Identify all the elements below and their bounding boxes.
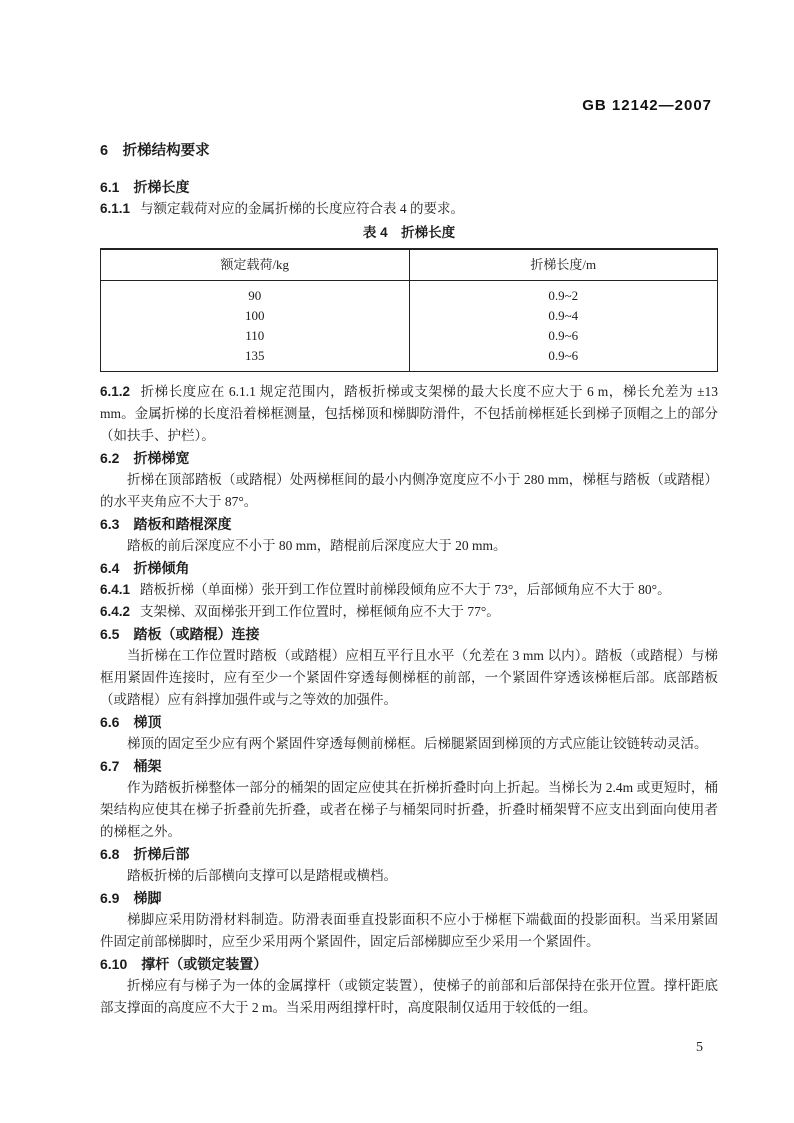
clause-number: 6.1.1 (100, 201, 131, 216)
paragraph-6-9: 梯脚应采用防滑材料制造。防滑表面垂直投影面积不应小于梯框下端截面的投影面积。当采用紧固件固定前部梯脚时，应至少采用两个紧固件，固定后部梯脚应至少采用一个紧固件。 (100, 911, 718, 949)
section-6-1-heading: 6.1 折梯长度 (100, 179, 190, 195)
table-4-body (101, 280, 718, 371)
paragraph-6-8: 踏板折梯的后部横向支撑可以是踏棍或横档。 (127, 867, 397, 883)
section-6-5-heading: 6.5 踏板（或踏棍）连接 (100, 625, 260, 642)
cell-rated-load: 100 (101, 306, 410, 326)
clause-6-4-1 (100, 579, 718, 601)
table-4 (100, 248, 718, 372)
clause-text: 支架梯、双面梯张开到工作位置时，梯框倾角应不大于 77°。 (140, 603, 500, 619)
table-4-title: 表 4 折梯长度 (362, 225, 456, 240)
paragraph-6-7: 作为踏板折梯整体一部分的桶架的固定应使其在折梯折叠时向上折起。当梯长为 2.4m 或更短时，桶架结构应使其在梯子折叠前先折叠，或者在梯子与桶架同时折叠，折叠时桶架臂不应支出到面向使用者的梯框之外。 (100, 779, 718, 839)
col-header-rated-load: 额定载荷/kg (101, 249, 410, 280)
page-number: 5 (696, 1040, 703, 1055)
clause-text: 折梯长度应在 6.1.1 规定范围内，踏板折梯或支架梯的最大长度不应大于 6 m，梯长允差为 ±13 mm。金属折梯的长度沿着梯框测量，包括梯顶和梯脚防滑件，不包括前梯框延长到梯子顶帽之上的部分（如扶手、护栏）。 (100, 383, 718, 443)
section-6-10-heading: 6.10 撑杆（或锁定装置） (100, 955, 268, 972)
section-6-2-heading: 6.2 折梯梯宽 (100, 449, 190, 466)
cell-rated-load: 110 (101, 326, 410, 346)
section-6-8-heading: 6.8 折梯后部 (100, 845, 190, 862)
paragraph-6-5: 当折梯在工作位置时踏板（或踏棍）应相互平行且水平（允差在 3 mm 以内）。踏板（或踏棍）与梯框用紧固件连接时，应有至少一个紧固件穿透每侧梯框的前部，一个紧固件穿透该梯框后部。底部踏板（或踏棍）应有斜撑加强件或与之等效的加强件。 (100, 647, 718, 707)
section-6-heading: 6 折梯结构要求 (100, 143, 210, 159)
paragraph-6-10: 折梯应有与梯子为一体的金属撑杆（或锁定装置），使梯子的前部和后部保持在张开位置。撑杆距底部支撑面的高度应不大于 2 m。当采用两组撑杆时，高度限制仅适用于较低的一组。 (100, 977, 718, 1015)
table-4-header (101, 249, 718, 280)
table-row (101, 326, 718, 346)
cell-ladder-length: 0.9~6 (409, 346, 718, 372)
col-header-ladder-length: 折梯长度/m (409, 249, 718, 280)
cell-rated-load: 90 (101, 280, 410, 306)
table-row (101, 280, 718, 306)
document-content (100, 140, 718, 1019)
paragraph-6-3: 踏板的前后深度应不小于 80 mm，踏棍前后深度应大于 20 mm。 (127, 537, 507, 553)
section-6-4-heading: 6.4 折梯倾角 (100, 559, 190, 576)
clause-6-4-2 (100, 601, 718, 623)
cell-ladder-length: 0.9~2 (409, 280, 718, 306)
section-6-7-heading: 6.7 桶架 (100, 757, 162, 774)
table-row (101, 346, 718, 372)
paragraph-6-2: 折梯在顶部踏板（或踏棍）处两梯框间的最小内侧净宽度应不小于 280 mm，梯框与踏板（或踏棍）的水平夹角应不大于 87°。 (100, 471, 718, 509)
clause-text: 踏板折梯（单面梯）张开到工作位置时前梯段倾角应不大于 73°，后部倾角应不大于 80°。 (140, 581, 671, 597)
table-row (101, 306, 718, 326)
section-6-9-heading: 6.9 梯脚 (100, 889, 162, 906)
paragraph-6-6: 梯顶的固定至少应有两个紧固件穿透每侧前梯框。后梯腿紧固到梯顶的方式应能让铰链转动灵活。 (127, 735, 708, 751)
table-header-row (101, 249, 718, 280)
cell-ladder-length: 0.9~4 (409, 306, 718, 326)
clause-number: 6.1.2 (100, 383, 131, 399)
clause-6-1-2 (100, 381, 718, 447)
clause-number: 6.4.1 (100, 581, 131, 597)
clause-6-1-1 (100, 198, 718, 220)
cell-ladder-length: 0.9~6 (409, 326, 718, 346)
cell-rated-load: 135 (101, 346, 410, 372)
standard-number: GB 12142—2007 (582, 97, 712, 114)
clause-text: 与额定载荷对应的金属折梯的长度应符合表 4 的要求。 (140, 201, 465, 216)
clause-number: 6.4.2 (100, 603, 131, 619)
section-6-3-heading: 6.3 踏板和踏棍深度 (100, 515, 232, 532)
section-6-6-heading: 6.6 梯顶 (100, 713, 162, 730)
